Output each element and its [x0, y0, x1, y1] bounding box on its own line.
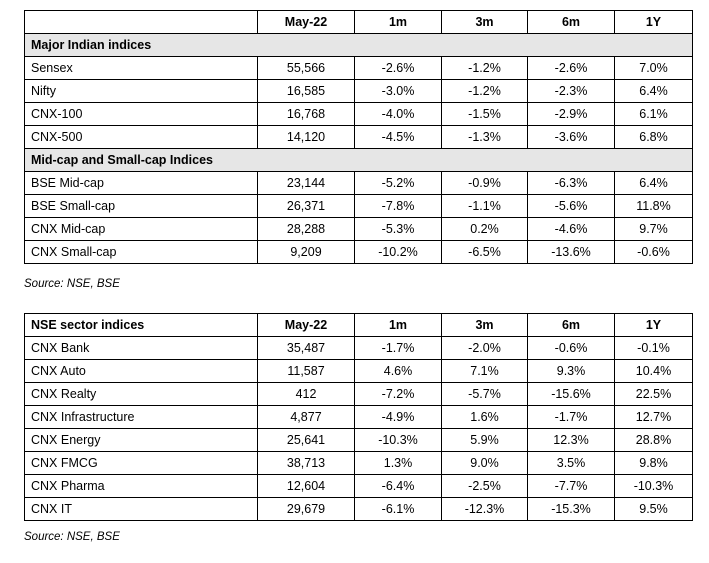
index-value: 6.8% — [615, 126, 693, 149]
index-value: 35,487 — [258, 337, 355, 360]
table-header-row — [25, 11, 693, 34]
index-value: -0.1% — [615, 337, 693, 360]
index-value: -2.0% — [442, 337, 528, 360]
index-value: 11,587 — [258, 360, 355, 383]
table-row — [25, 241, 693, 264]
index-value: 9,209 — [258, 241, 355, 264]
index-value: 12.3% — [528, 429, 615, 452]
index-value: 38,713 — [258, 452, 355, 475]
column-header: 3m — [442, 314, 528, 337]
table-row — [25, 218, 693, 241]
index-value: -15.3% — [528, 498, 615, 521]
index-value: 9.7% — [615, 218, 693, 241]
column-header: 1m — [355, 11, 442, 34]
index-value: -15.6% — [528, 383, 615, 406]
table-row — [25, 383, 693, 406]
index-value: 28.8% — [615, 429, 693, 452]
index-name: CNX Mid-cap — [25, 218, 258, 241]
index-value: -2.6% — [355, 57, 442, 80]
index-value: -1.5% — [442, 103, 528, 126]
index-value: 55,566 — [258, 57, 355, 80]
index-value: -5.3% — [355, 218, 442, 241]
index-name: Nifty — [25, 80, 258, 103]
column-header: 1Y — [615, 11, 693, 34]
index-value: 12,604 — [258, 475, 355, 498]
index-value: -7.7% — [528, 475, 615, 498]
index-name: CNX Infrastructure — [25, 406, 258, 429]
index-value: -6.1% — [355, 498, 442, 521]
table-row — [25, 195, 693, 218]
table-row — [25, 475, 693, 498]
index-name: Sensex — [25, 57, 258, 80]
index-value: 12.7% — [615, 406, 693, 429]
market-indices-table — [24, 10, 693, 264]
index-name: CNX Small-cap — [25, 241, 258, 264]
index-value: 412 — [258, 383, 355, 406]
index-value: -1.1% — [442, 195, 528, 218]
table-row — [25, 452, 693, 475]
index-value: -7.8% — [355, 195, 442, 218]
index-value: 4,877 — [258, 406, 355, 429]
section-title: Mid-cap and Small-cap Indices — [25, 149, 693, 172]
source-note: Source: NSE, BSE — [24, 278, 120, 290]
index-value: -2.6% — [528, 57, 615, 80]
table-row — [25, 57, 693, 80]
column-header: NSE sector indices — [25, 314, 258, 337]
index-value: -4.9% — [355, 406, 442, 429]
index-name: BSE Small-cap — [25, 195, 258, 218]
column-header: 6m — [528, 314, 615, 337]
source-note: Source: NSE, BSE — [24, 531, 120, 543]
index-name: CNX FMCG — [25, 452, 258, 475]
index-value: 25,641 — [258, 429, 355, 452]
index-value: -5.6% — [528, 195, 615, 218]
column-header: 3m — [442, 11, 528, 34]
index-value: -1.3% — [442, 126, 528, 149]
index-value: -0.6% — [528, 337, 615, 360]
column-header — [25, 11, 258, 34]
index-value: 11.8% — [615, 195, 693, 218]
column-header: 1m — [355, 314, 442, 337]
index-value: -1.2% — [442, 57, 528, 80]
column-header: 1Y — [615, 314, 693, 337]
index-name: CNX Pharma — [25, 475, 258, 498]
index-value: 6.1% — [615, 103, 693, 126]
index-value: -13.6% — [528, 241, 615, 264]
index-value: -5.7% — [442, 383, 528, 406]
index-value: -10.3% — [615, 475, 693, 498]
index-value: -10.2% — [355, 241, 442, 264]
index-name: CNX-500 — [25, 126, 258, 149]
index-value: -1.7% — [355, 337, 442, 360]
index-value: 9.0% — [442, 452, 528, 475]
index-value: 7.1% — [442, 360, 528, 383]
index-value: 6.4% — [615, 80, 693, 103]
table-header-row — [25, 314, 693, 337]
index-value: -6.3% — [528, 172, 615, 195]
index-name: CNX-100 — [25, 103, 258, 126]
index-name: CNX IT — [25, 498, 258, 521]
index-value: 26,371 — [258, 195, 355, 218]
index-value: -3.0% — [355, 80, 442, 103]
index-value: 5.9% — [442, 429, 528, 452]
table-row — [25, 498, 693, 521]
index-value: -4.5% — [355, 126, 442, 149]
index-name: CNX Realty — [25, 383, 258, 406]
section-header-row — [25, 34, 693, 57]
index-name: CNX Bank — [25, 337, 258, 360]
index-value: 14,120 — [258, 126, 355, 149]
index-value: 16,768 — [258, 103, 355, 126]
table-row — [25, 406, 693, 429]
index-value: -6.4% — [355, 475, 442, 498]
index-value: -0.6% — [615, 241, 693, 264]
section-title: Major Indian indices — [25, 34, 693, 57]
section-header-row — [25, 149, 693, 172]
table-row — [25, 337, 693, 360]
index-value: -3.6% — [528, 126, 615, 149]
index-value: -7.2% — [355, 383, 442, 406]
index-value: 0.2% — [442, 218, 528, 241]
index-value: 9.3% — [528, 360, 615, 383]
index-value: 22.5% — [615, 383, 693, 406]
index-value: 7.0% — [615, 57, 693, 80]
index-name: BSE Mid-cap — [25, 172, 258, 195]
column-header: May-22 — [258, 11, 355, 34]
index-value: 3.5% — [528, 452, 615, 475]
index-value: -6.5% — [442, 241, 528, 264]
index-value: -4.0% — [355, 103, 442, 126]
index-name: CNX Energy — [25, 429, 258, 452]
table-row — [25, 360, 693, 383]
index-value: -1.7% — [528, 406, 615, 429]
column-header: May-22 — [258, 314, 355, 337]
index-value: 29,679 — [258, 498, 355, 521]
index-value: 1.3% — [355, 452, 442, 475]
index-value: -2.3% — [528, 80, 615, 103]
index-value: 6.4% — [615, 172, 693, 195]
index-value: -1.2% — [442, 80, 528, 103]
sector-indices-table — [24, 313, 693, 521]
index-value: -0.9% — [442, 172, 528, 195]
column-header: 6m — [528, 11, 615, 34]
index-value: 10.4% — [615, 360, 693, 383]
index-value: 9.8% — [615, 452, 693, 475]
table-row — [25, 172, 693, 195]
index-value: 28,288 — [258, 218, 355, 241]
index-value: 9.5% — [615, 498, 693, 521]
index-value: 16,585 — [258, 80, 355, 103]
table-row — [25, 429, 693, 452]
index-value: -5.2% — [355, 172, 442, 195]
index-name: CNX Auto — [25, 360, 258, 383]
table-row — [25, 103, 693, 126]
index-value: 23,144 — [258, 172, 355, 195]
index-value: 4.6% — [355, 360, 442, 383]
index-value: 1.6% — [442, 406, 528, 429]
table-row — [25, 126, 693, 149]
index-value: -2.5% — [442, 475, 528, 498]
index-value: -10.3% — [355, 429, 442, 452]
index-value: -4.6% — [528, 218, 615, 241]
index-value: -12.3% — [442, 498, 528, 521]
table-row — [25, 80, 693, 103]
index-value: -2.9% — [528, 103, 615, 126]
